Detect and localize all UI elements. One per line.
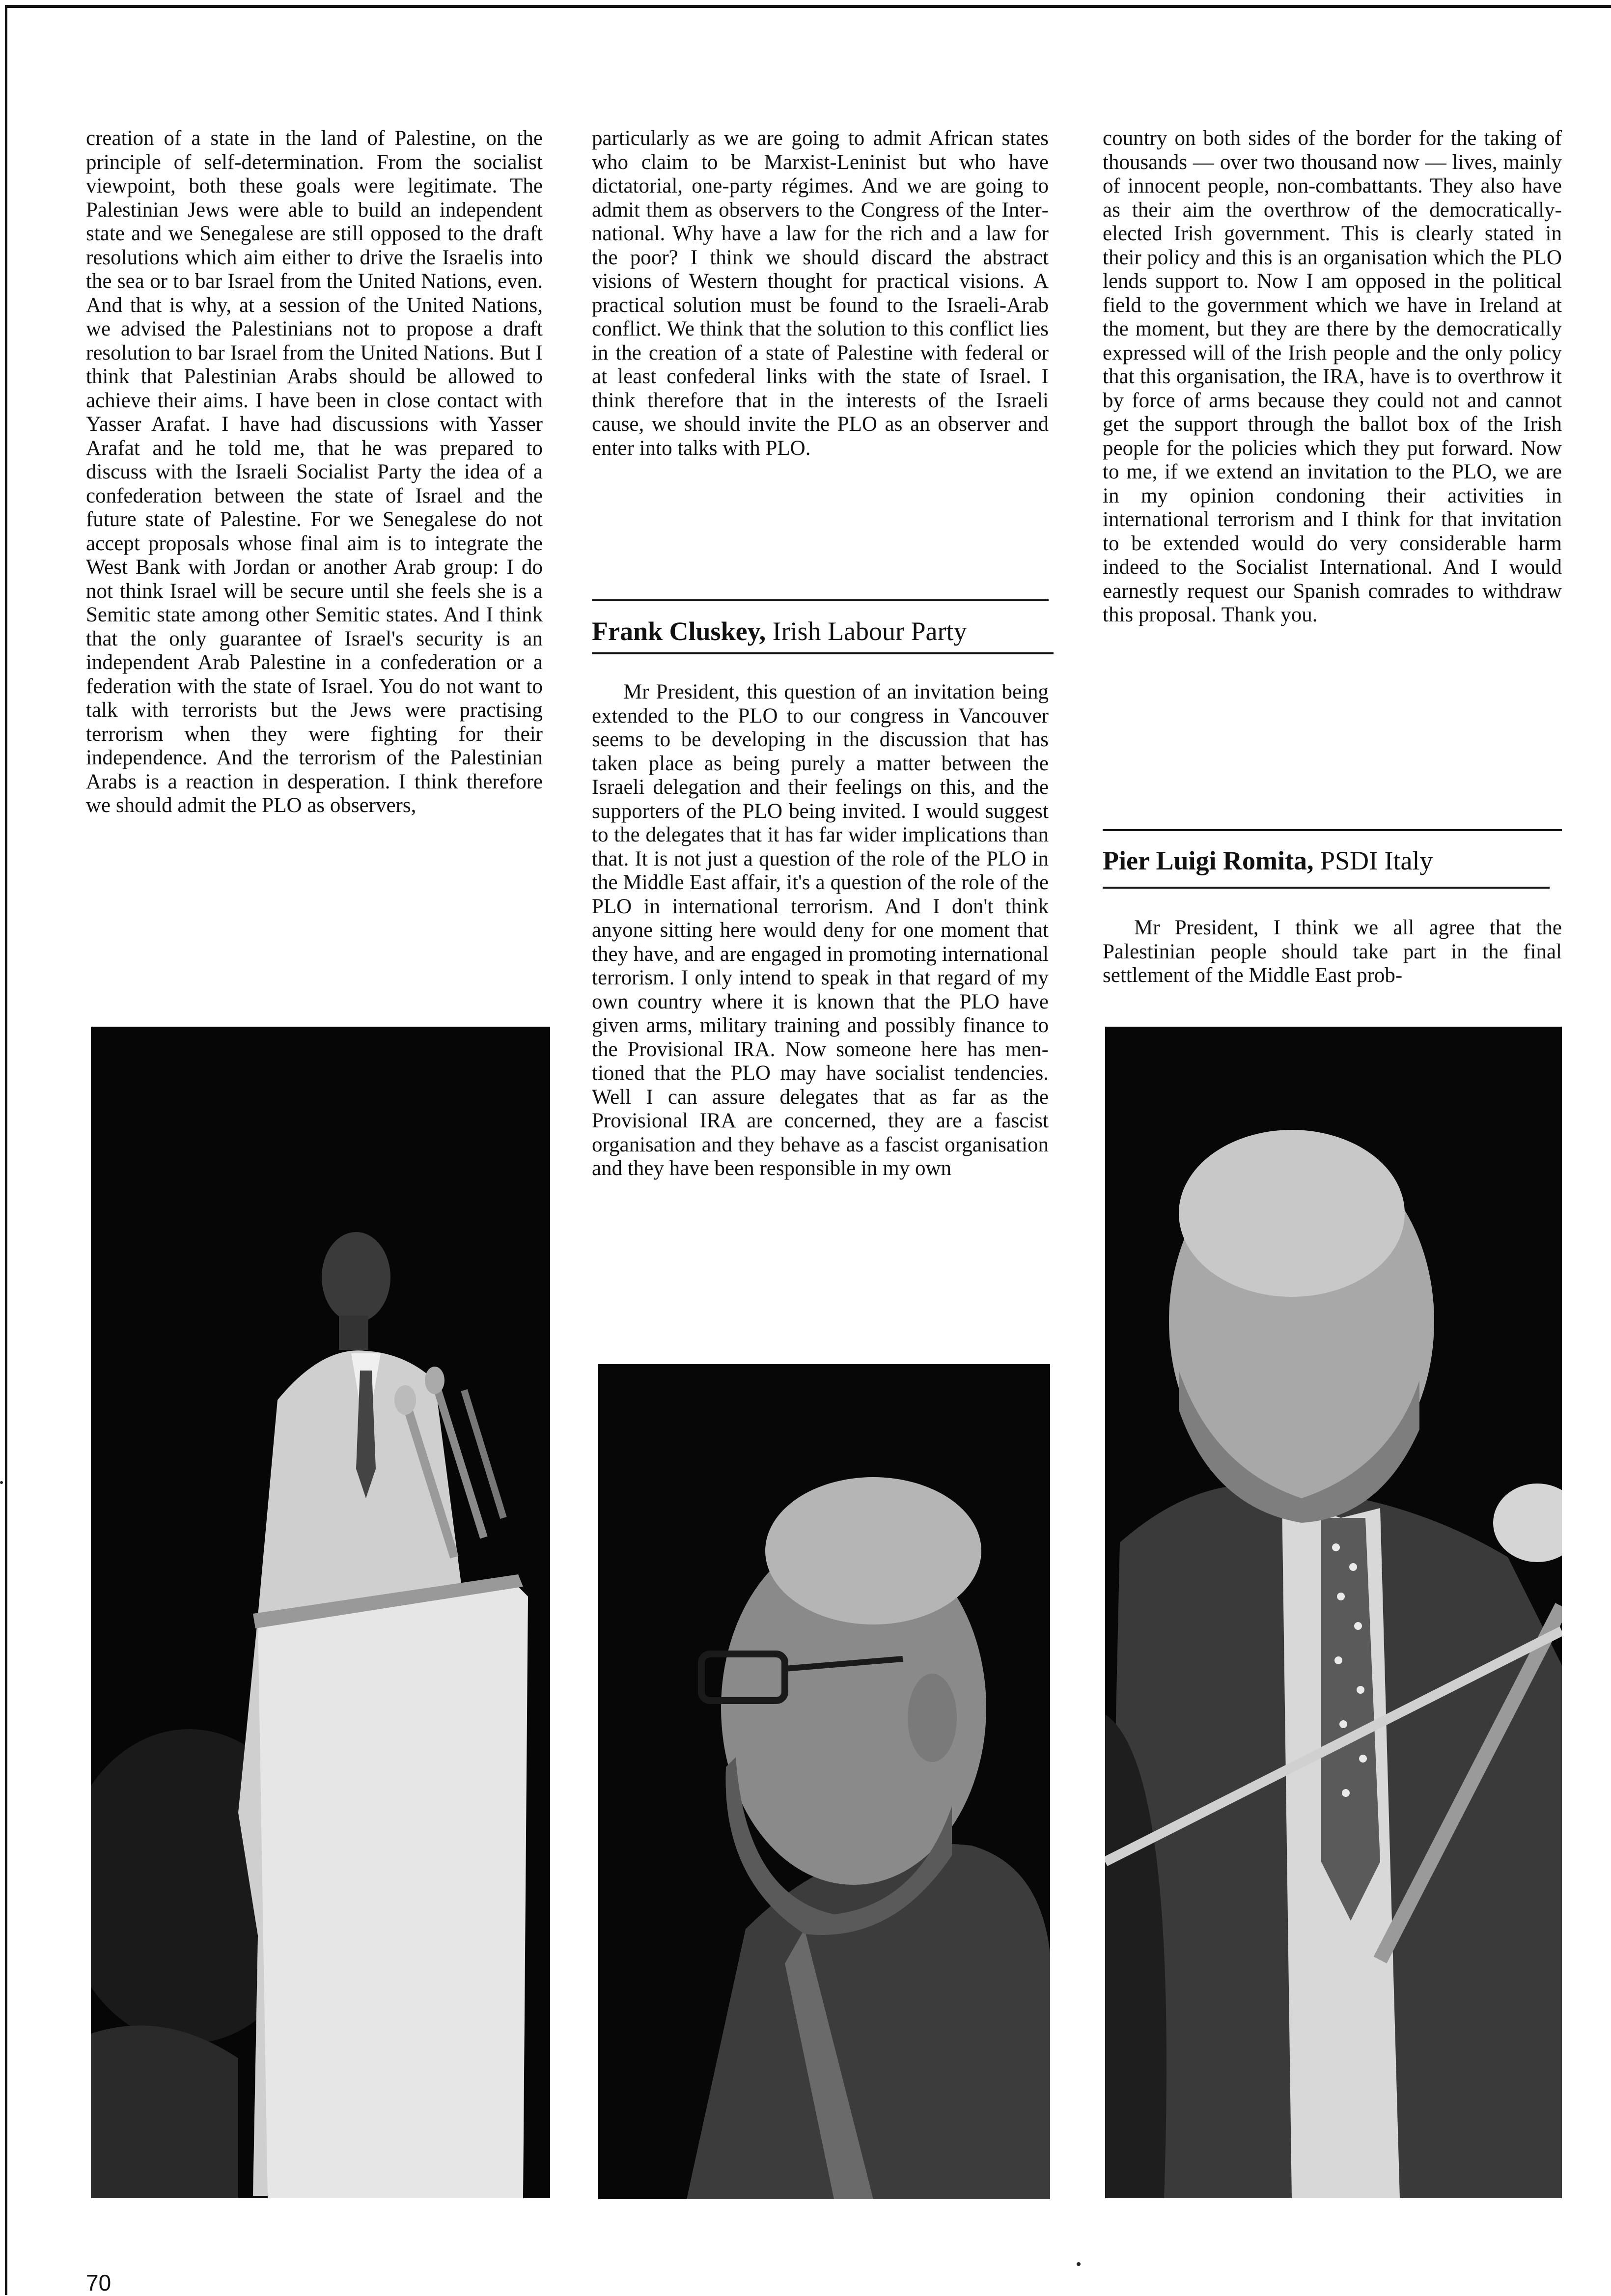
- column-1-paragraph: creation of a state in the land of Palestine, on the principle of self-determination. From the socialist viewpoint, both these goals were legitimate. The Palestinian Jews were able to build an independent state and we Senegalese are still opposed to the draft resolutions which aim either to drive the Israelis into the sea or to bar Israel from the United Nations, even. And that is why, at a session of the United Nations, we advised the Palestinians not to propose a draft resolution to bar Israel from the United Nations. But I think that Palestinian Arabs should be allowed to achieve their aims. I have been in close contact with Yasser Arafat. I have had discussions with Yasser Arafat and he told me, that he was prepared to discuss with the Israeli Socialist Party the idea of a confederation between the state of Israel and the future state of Palestine. For we Senegalese do not accept proposals whose final aim is to integrate the West Bank with Jordan or another Arab group: I do not think Israel will be secure until she feels she is a Semitic state among other Semitic states. And I think that the only guarantee of Israel's security is an independent Arab Palestine in a confederation or a federation with the state of Israel. You do not want to talk with terrorists but the Jews were practising terrorism when they were fighting for their independence. And the terrorism of the Palestinian Arabs is a reaction in desperation. I think therefore we should admit the PLO as observers,: [86, 127, 543, 817]
- print-mark: [0, 1481, 3, 1484]
- cluskey-speech: [592, 680, 1049, 1181]
- speaker-heading-cluskey: [592, 616, 967, 647]
- page-number: 70: [86, 2270, 111, 2296]
- heading-rule-bottom: [1103, 887, 1550, 889]
- speaker-name: Pier Luigi Romita,: [1103, 846, 1314, 875]
- print-mark: [1077, 2262, 1081, 2266]
- heading-rule-top: [1103, 829, 1562, 831]
- speaker-name: Frank Cluskey,: [592, 616, 766, 646]
- column-1-text: [86, 127, 543, 818]
- photo-pier-luigi-romita: [1105, 1027, 1562, 2198]
- page-frame-left: [5, 5, 7, 2295]
- column-3-paragraph: country on both sides of the border for the taking of thousands — over two thousand now — lives, mainly of innocent people, non-combattants. They also have as their aim the overthrow of the democratically-elected Irish government. This is clearly stated in their policy and this is an organisation which the PLO lends support to. Now I am opposed in the political field to the government which we have in Ireland at the moment, but they are there by the democratically expressed will of the Irish people and the only policy that this organisation, the IRA, have is to overthrow it by force of arms because they could not and cannot get the support through the ballot box of the Irish people for the policies which they put forward. Now to me, if we extend an invitation to the PLO, we are in my opinion condoning their activities in international terrorism and I think for that invitation to be extended would do very considerable harm indeed to the Socialist International. And I would earnestly request our Spanish comrades to withdraw this proposal. Thank you.: [1103, 127, 1562, 626]
- column-3-text: [1103, 127, 1562, 627]
- speech-paragraph: Mr President, this question of an invitation being extended to the PLO to our congress in Vancouver seems to be developing in the discussion that has taken place as being purely a matter between the Israeli delegation and their feelings on this, and the supporters of the PLO being invited. I would suggest to the delegates that it has far wider implications than that. It is not just a question of the role of the PLO in the Middle East affair, it's a question of the role of the PLO in international terrorism. And I don't think anyone sitting here would deny for one moment that they have, and are engaged in promoting international terrorism. I only intend to speak in that regard of my own country where it is known that the PLO have given arms, military training and possibly finance to the Provisional IRA. Now someone here has mentioned that the PLO may have socialist tendencies. Well I can assure delegates that as far as the Provisional IRA are concerned, they are a fascist organisation and they behave as a fascist organisation and they have been responsible in my own: [592, 680, 1049, 1180]
- speaker-heading-romita: [1103, 845, 1433, 876]
- column-2-text: [592, 127, 1049, 460]
- heading-rule-top: [592, 599, 1049, 601]
- heading-rule-bottom: [592, 652, 1054, 654]
- photo-frank-cluskey: [598, 1364, 1050, 2199]
- romita-speech: [1103, 916, 1562, 988]
- column-2-paragraph: particularly as we are going to admit African states who claim to be Marxist-Leninist but who have dictatorial, one-party régimes. And we are going to admit them as observers to the Congress of the International. Why have a law for the rich and a law for the poor? I think we should discard the abstract visions of Western thought for practical visions. A practical solution must be found to the Israeli-Arab conflict. We think that the solution to this conflict lies in the creation of a state of Palestine with federal or at least confederal links with the state of Israel. I think therefore that in the interests of the Israeli cause, we should invite the PLO as an observer and enter into talks with PLO.: [592, 127, 1049, 460]
- page-frame-top: [5, 5, 1611, 8]
- photo-speaker-at-lectern: [91, 1027, 550, 2198]
- speaker-party: PSDI Italy: [1320, 846, 1433, 875]
- speech-paragraph: Mr President, I think we all agree that the Palestinian people should take part in the final settlement of the Middle East prob-: [1103, 916, 1562, 987]
- speaker-party: Irish Labour Party: [772, 616, 967, 646]
